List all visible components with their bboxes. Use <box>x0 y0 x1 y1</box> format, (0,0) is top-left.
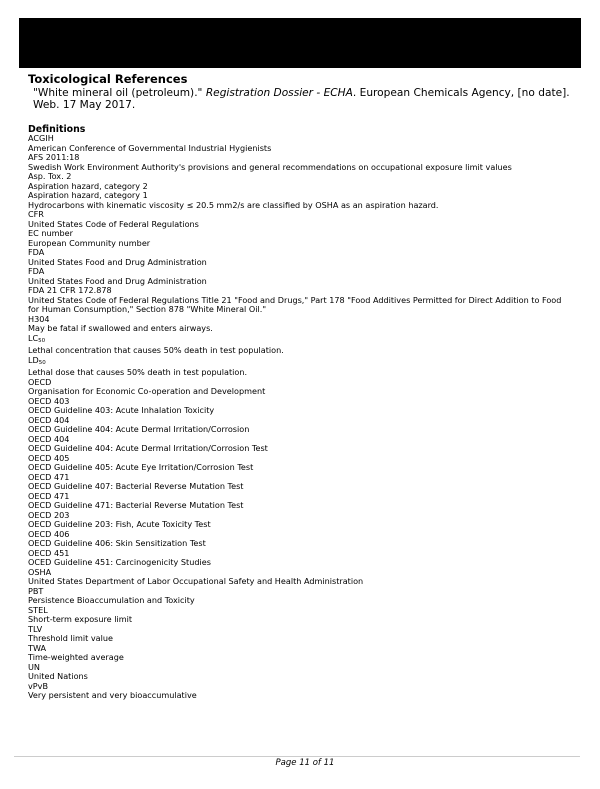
definition-text: Swedish Work Environment Authority's provisions and general recommendations on occupational exposure limit values <box>28 161 512 172</box>
definition-term: FDA <box>28 266 45 276</box>
definition-term: OECD 406 <box>28 528 70 539</box>
footer-divider <box>14 756 580 757</box>
definitions-list <box>28 134 573 701</box>
definition-text: Hydrocarbons with kinematic viscosity ≤ 20.5 mm2/s are classified by OSHA as an aspiration hazard. <box>28 199 439 210</box>
definition-text: OECD Guideline 404: Acute Dermal Irritation/Corrosion Test <box>28 443 268 453</box>
definition-term: OECD 404 <box>28 433 70 444</box>
definition-term: PBT <box>28 585 44 596</box>
definition-text: OECD Guideline 471: Bacterial Reverse Mutation Test <box>28 500 244 510</box>
definition-text: Threshold limit value <box>28 633 113 643</box>
definition-text: OECD Guideline 405: Acute Eye Irritation/Corrosion Test <box>28 462 254 472</box>
definition-text: Persistence Bioaccumulation and Toxicity <box>28 595 195 605</box>
definition-text: United States Food and Drug Administration <box>28 275 207 286</box>
reference-source: Registration Dossier - ECHA <box>205 87 353 99</box>
definition-text: United Nations <box>28 671 88 681</box>
definition-text: OCED Guideline 451: Carcinogenicity Studies <box>28 557 211 567</box>
definition-term: UN <box>28 661 40 672</box>
definition-text: Lethal concentration that causes 50% death in test population. <box>28 345 284 355</box>
definition-text: United States Code of Federal Regulations Title 21 "Food and Drugs," Part 178 "Food Additives Permitted for Direct Addition to Food for Human Consumption," Section 878 "White Mineral Oil." <box>28 294 562 314</box>
definition-term: OECD 403 <box>28 395 70 406</box>
definition-text: United States Department of Labor Occupational Safety and Health Administration <box>28 576 364 586</box>
definition-text: United States Code of Federal Regulations <box>28 218 199 229</box>
definition-text: Organisation for Economic Co-operation and Development <box>28 386 266 396</box>
definition-term: H304 <box>28 313 50 324</box>
definition-term: EC number <box>28 228 73 238</box>
definition-term: AFS 2011:18 <box>28 152 80 162</box>
definition-text: OECD Guideline 203: Fish, Acute Toxicity Test <box>28 519 211 529</box>
definition-term: OECD 203 <box>28 509 70 520</box>
definition-term: OECD 451 <box>28 547 70 558</box>
definition-term: OECD 471 <box>28 471 70 482</box>
page-number: Page 11 of 11 <box>275 758 335 768</box>
definition-term: FDA 21 CFR 172.878 <box>28 285 112 295</box>
definition-term: FDA <box>28 247 45 257</box>
definition-term: OECD 404 <box>28 414 70 425</box>
reference-entry: "White mineral oil (petroleum)." Registration Dossier - ECHA. European Chemicals Agency, [no date]. Web. 17 May 2017. <box>33 87 570 111</box>
definition-term: Aspiration hazard, category 1 <box>28 190 148 200</box>
definition-term: vPvB <box>28 680 49 691</box>
definition-term: TWA <box>28 642 47 653</box>
definition-term: LC50 <box>28 332 46 344</box>
definition-term: OECD 405 <box>28 452 70 463</box>
definition-text: OECD Guideline 404: Acute Dermal Irritation/Corrosion <box>28 424 250 434</box>
toxicological-references-heading: Toxicological References <box>28 72 188 86</box>
definition-text: Lethal dose that causes 50% death in test population. <box>28 367 248 377</box>
definition-text: May be fatal if swallowed and enters airways. <box>28 323 213 333</box>
definition-term: ACGIH <box>28 133 54 143</box>
definition-text: Very persistent and very bioaccumulative <box>28 690 197 700</box>
definition-text: United States Food and Drug Administration <box>28 256 207 267</box>
definition-term: CFR <box>28 209 44 219</box>
definition-term: OECD <box>28 376 52 387</box>
definitions-heading: Definitions <box>28 124 86 135</box>
definition-term: TLV <box>28 623 43 634</box>
definition-text: OECD Guideline 407: Bacterial Reverse Mutation Test <box>28 481 244 491</box>
definition-term: STEL <box>28 604 48 615</box>
definition-term: OECD 471 <box>28 490 70 501</box>
redacted-header-bar <box>19 18 581 68</box>
definition-term: Asp. Tox. 2 <box>28 171 72 181</box>
definition-term: OSHA <box>28 566 52 577</box>
definition-text: Aspiration hazard, category 2 <box>28 180 148 191</box>
definition-term: LD50 <box>28 354 46 366</box>
definition-text: OECD Guideline 403: Acute Inhalation Toxicity <box>28 405 215 415</box>
definition-text: Short-term exposure limit <box>28 614 133 624</box>
definition-text: OECD Guideline 406: Skin Sensitization Test <box>28 538 206 548</box>
definition-text: Time-weighted average <box>28 652 124 662</box>
definition-text: European Community number <box>28 237 151 248</box>
definition-text: American Conference of Governmental Industrial Hygienists <box>28 142 272 153</box>
